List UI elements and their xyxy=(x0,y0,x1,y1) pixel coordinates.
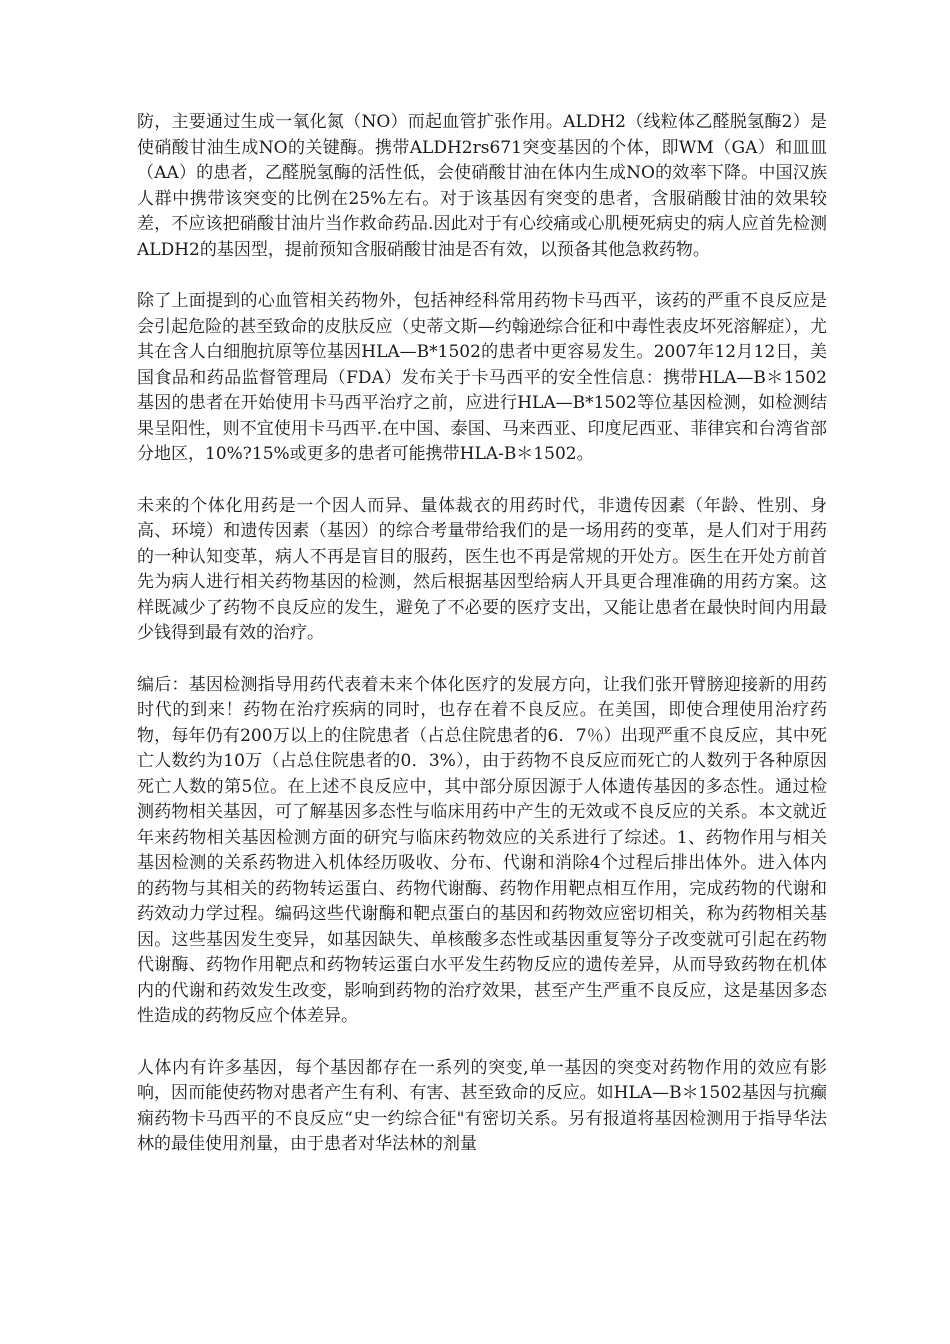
paragraph-carbamazepine-hla: 除了上面提到的心血管相关药物外，包括神经科常用药物卡马西平，该药的严重不良反应是会引起危险的甚至致命的皮肤反应（史蒂文斯—约翰逊综合征和中毒性表皮坏死溶解症），尤其在含人白细胞抗原等位基因HLA—B*1502的患者中更容易发生。2007年12月12日，美国食品和药品监督管理局（FDA）发布关于卡马西平的安全性信息：携带HLA—B＊1502基因的患者在开始使用卡马西平治疗之前，应进行HLA—B*1502等位基因检测，如检测结果呈阳性，则不宜使用卡马西平.在中国、泰国、马来西亚、印度尼西亚、菲律宾和台湾省部分地区，10%?15%或更多的患者可能携带HLA-B＊1502。 xyxy=(137,291,827,464)
paragraph-editor-note: 编后：基因检测指导用药代表着未来个体化医疗的发展方向，让我们张开臂膀迎接新的用药时代的到来！药物在治疗疾病的同时，也存在着不良反应。在美国，即使合理使用治疗药物，每年仍有200万以上的住院患者（占总住院患者的6．7％）出现严重不良反应，其中死亡人数约为10万（占总住院患者的0．3%），由于药物不良反应而死亡的人数列于各种原因死亡人数的第5位。在上述不良反应中，其中部分原因源于人体遗传基因的多态性。通过检测药物相关基因，可了解基因多态性与临床用药中产生的无效或不良反应的关系。本文就近年来药物相关基因检测方面的研究与临床药物效应的关系进行了综述。1、药物作用与相关基因检测的关系药物进入机体经历吸收、分布、代谢和消除4个过程后排出体外。进入体内的药物与其相关的药物转运蛋白、药物代谢酶、药物作用靶点相互作用，完成药物的代谢和药效动力学过程。编码这些代谢酶和靶点蛋白的基因和药物效应密切相关，称为药物相关基因。这些基因发生变异，如基因缺失、单核酸多态性或基因重复等分子改变就可引起在药物代谢酶、药物作用靶点和药物转运蛋白水平发生药物反应的遗传差异，从而导致药物在机体内的代谢和药效发生改变，影响到药物的治疗效果，甚至产生严重不良反应，这是基因多态性造成的药物反应个体差异。 xyxy=(137,674,827,1026)
document-body xyxy=(137,110,827,1184)
paragraph-gene-mutations: 人体内有许多基因，每个基因都存在一系列的突变,单一基因的突变对药物作用的效应有影响，因而能使药物对患者产生有利、有害、甚至致命的反应。如HLA—B＊1502基因与抗癫痫药物卡马西平的不良反应“史一约综合征"有密切关系。另有报道将基因检测用于指导华法林的最佳使用剂量，由于患者对华法林的剂量 xyxy=(137,1057,827,1154)
paragraph-nitroglycerin-aldh2: 防，主要通过生成一氧化氮（NO）而起血管扩张作用。ALDH2（线粒体乙醛脱氢酶2）是使硝酸甘油生成NO的关键酶。携带ALDH2rs671突变基因的个体，即WM（GA）和皿皿（AA）的患者，乙醛脱氢酶的活性低，会使硝酸甘油在体内生成NO的效率下降。中国汉族人群中携带该突变的比例在25%左右。对于该基因有突变的患者，含服硝酸甘油的效果较差，不应该把硝酸甘油片当作救命药品.因此对于有心绞痛或心肌梗死病史的病人应首先检测ALDH2的基因型，提前预知含服硝酸甘油是否有效，以预备其他急救药物。 xyxy=(137,112,827,260)
paragraph-personalized-medicine: 未来的个体化用药是一个因人而异、量体裁衣的用药时代，非遗传因素（年龄、性别、身高、环境）和遗传因素（基因）的综合考量带给我们的是一场用药的变革，是人们对于用药的一种认知变革，病人不再是盲目的服药，医生也不再是常规的开处方。医生在开处方前首先为病人进行相关药物基因的检测，然后根据基因型给病人开具更合理准确的用药方案。这样既减少了药物不良反应的发生，避免了不必要的医疗支出，又能让患者在最快时间内用最少钱得到最有效的治疗。 xyxy=(137,495,827,643)
